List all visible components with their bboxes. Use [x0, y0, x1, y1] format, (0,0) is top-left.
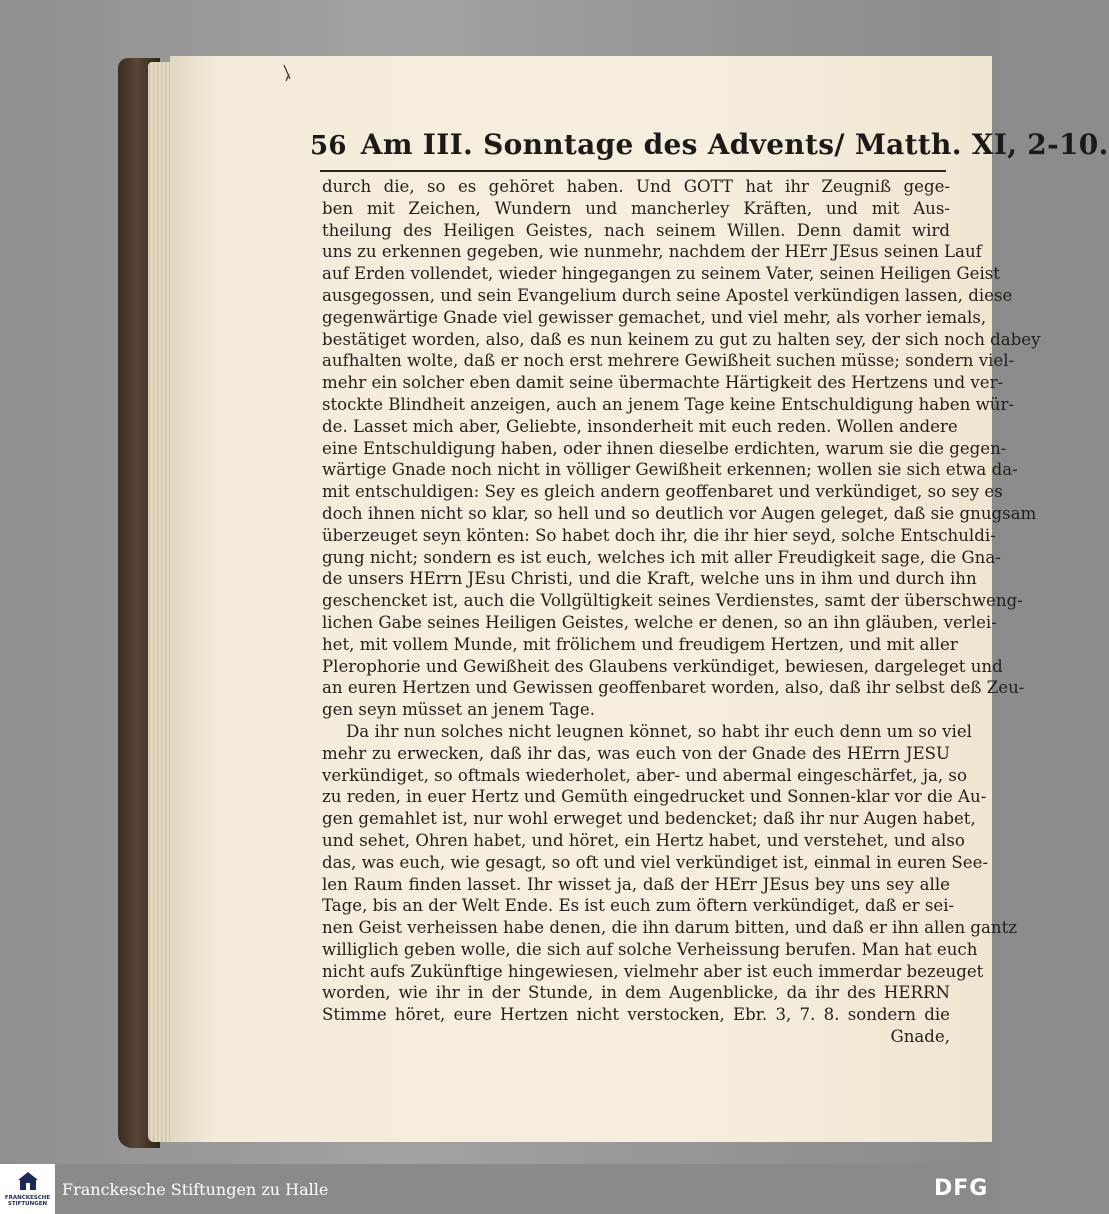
- text-line-content: gen gemahlet ist, nur wohl erweget und bedencket; daß ihr nur Augen habet,: [322, 809, 976, 829]
- text-line: [322, 241, 982, 263]
- text-line: [322, 350, 1015, 372]
- text-line-content: doch ihnen nicht so klar, so hell und so deutlich vor Augen geleget, daß sie gnugsam: [322, 503, 1037, 523]
- text-line-content: lichen Gabe seines Heiligen Geistes, welche er denen, so an ihn gläuben, verlei-: [322, 612, 997, 632]
- text-line: [322, 547, 1001, 569]
- text-line-content: de. Lasset mich aber, Geliebte, insonderheit mit euch reden. Wollen andere: [322, 416, 958, 436]
- text-line-content: zu reden, in euer Hertz und Gemüth eingedrucket und Sonnen-klar vor die Au-: [322, 787, 987, 807]
- text-line: [322, 1026, 950, 1048]
- text-line: [322, 285, 1013, 307]
- building-icon: [17, 1170, 39, 1192]
- text-line: [322, 743, 950, 765]
- text-line-content: auf Erden vollendet, wieder hingegangen zu seinem Vater, seinen Heiligen Geist: [322, 264, 1000, 284]
- text-line: [322, 394, 1015, 416]
- text-line: [322, 198, 950, 220]
- text-line: [322, 416, 958, 438]
- text-line-content: mehr ein solcher eben damit seine übermachte Härtigkeit des Hertzens und ver-: [322, 373, 1004, 393]
- page-number: 56: [310, 131, 347, 161]
- text-line-content: durch die, so es gehöret haben. Und GOTT hat ihr Zeugniß gege-: [322, 177, 950, 196]
- text-line-content: theilung des Heiligen Geistes, nach seinem Willen. Denn damit wird: [322, 220, 950, 240]
- text-line-content: mit entschuldigen: Sey es gleich andern geoffenbaret und verkündiget, so sey es: [322, 482, 1003, 502]
- body-text: [322, 176, 1041, 1047]
- text-line: [322, 176, 950, 198]
- text-line-content: het, mit vollem Munde, mit frölichem und freudigem Hertzen, und mit aller: [322, 634, 958, 654]
- text-line-content: nen Geist verheissen habe denen, die ihn darum bitten, und daß er ihn allen gantz: [322, 918, 1018, 938]
- text-line-content: len Raum finden lasset. Ihr wisset ja, daß der HErr JEsus bey uns sey alle: [322, 874, 950, 894]
- text-line: [322, 721, 972, 743]
- text-line: [322, 220, 950, 242]
- text-line: [322, 525, 996, 547]
- margin-mark: [282, 64, 292, 82]
- text-line-content: wärtige Gnade noch nicht in völliger Gewißheit erkennen; wollen sie sich etwa da-: [322, 460, 1018, 480]
- text-line: [322, 874, 950, 896]
- text-line: [322, 917, 1018, 939]
- text-line: [322, 634, 958, 656]
- text-line-content: nicht aufs Zukünftige hingewiesen, vielmehr aber ist euch immerdar bezeuget: [322, 961, 984, 981]
- text-line-content: überzeuget seyn könten: So habet doch ihr, die ihr hier seyd, solche Entschuldi-: [322, 525, 996, 545]
- institution-logo[interactable]: [0, 1164, 55, 1214]
- text-line: [322, 307, 987, 329]
- text-line-content: an euren Hertzen und Gewissen geoffenbaret worden, also, daß ihr selbst deß Zeu-: [322, 678, 1025, 698]
- text-line: [322, 438, 1007, 460]
- text-line: [322, 852, 989, 874]
- text-line-content: Tage, bis an der Welt Ende. Es ist euch zum öftern verkündiget, daß er sei-: [322, 896, 955, 916]
- text-line: [322, 590, 1023, 612]
- text-line: [322, 481, 1003, 503]
- text-line-content: bestätiget worden, also, daß es nun keinem zu gut zu halten sey, der sich noch dabey: [322, 329, 1041, 349]
- text-line: [322, 329, 1041, 351]
- text-line: [322, 982, 950, 1004]
- text-line: [322, 939, 978, 961]
- text-line-content: gung nicht; sondern es ist euch, welches ich mit aller Freudigkeit sage, die Gna-: [322, 547, 1001, 567]
- text-line-content: geschencket ist, auch die Vollgültigkeit seines Verdienstes, samt der überschweng-: [322, 591, 1023, 611]
- text-line-content: ausgegossen, und sein Evangelium durch seine Apostel verkündigen lassen, diese: [322, 285, 1013, 305]
- text-line-content: worden, wie ihr in der Stunde, in dem Augenblicke, da ihr des HERRN: [322, 983, 950, 1003]
- text-line-content: gen seyn müsset an jenem Tage.: [322, 700, 596, 720]
- text-line: [322, 263, 1000, 285]
- text-line: [322, 372, 1004, 394]
- running-head: [310, 128, 1109, 168]
- text-line: [322, 656, 1003, 678]
- text-line: [322, 1004, 950, 1026]
- text-line: [322, 503, 1037, 525]
- text-line-content: williglich geben wolle, die sich auf solche Verheissung berufen. Man hat euch: [322, 939, 978, 959]
- text-line: [322, 765, 967, 787]
- header-rule: [320, 170, 946, 172]
- text-line-content: stockte Blindheit anzeigen, auch an jenem Tage keine Entschuldigung haben wür-: [322, 394, 1015, 414]
- text-line: [322, 677, 1025, 699]
- text-line-content: ben mit Zeichen, Wundern und mancherley Kräften, und mit Aus-: [322, 198, 950, 218]
- text-line-content: uns zu erkennen gegeben, wie nunmehr, nachdem der HErr JEsus seinen Lauf: [322, 242, 982, 262]
- text-line-content: de unsers HErrn JEsu Christi, und die Kraft, welche uns in ihm und durch ihn: [322, 569, 977, 589]
- text-line-content: das, was euch, wie gesagt, so oft und viel verkündiget ist, einmal in euren See-: [322, 852, 989, 872]
- text-line: [322, 568, 977, 590]
- dfg-logo[interactable]: DFG: [934, 1176, 989, 1201]
- text-line-content: Gnade,: [890, 1027, 950, 1047]
- institution-name[interactable]: Franckesche Stiftungen zu Halle: [62, 1180, 329, 1199]
- text-line: [322, 895, 955, 917]
- text-line-content: Da ihr nun solches nicht leugnen könnet, so habt ihr euch denn um so viel: [346, 721, 972, 741]
- text-line-content: Stimme höret, eure Hertzen nicht verstocken, Ebr. 3, 7. 8. sondern die: [322, 1005, 950, 1025]
- text-line-content: eine Entschuldigung haben, oder ihnen dieselbe erdichten, warum sie die gegen-: [322, 438, 1007, 458]
- text-line: [322, 699, 950, 721]
- text-line: [322, 830, 965, 852]
- text-line-content: und sehet, Ohren habet, und höret, ein Hertz habet, und verstehet, und also: [322, 830, 965, 850]
- running-head-title: Am III. Sonntage des Advents/ Matth. XI, 2-10.: [360, 128, 1109, 161]
- logo-text: FRANCKESCHE STIFTUNGEN: [4, 1195, 51, 1207]
- text-line-content: verkündiget, so oftmals wiederholet, aber- und abermal eingeschärfet, ja, so: [322, 765, 967, 785]
- text-line: [322, 786, 987, 808]
- text-line: [322, 612, 997, 634]
- text-line-content: mehr zu erwecken, daß ihr das, was euch von der Gnade des HErrn JESU: [322, 743, 950, 763]
- text-line: [322, 808, 976, 830]
- text-line-content: Plerophorie und Gewißheit des Glaubens verkündiget, bewiesen, dargeleget und: [322, 656, 1003, 676]
- text-line: [322, 961, 984, 983]
- text-line: [322, 459, 1018, 481]
- text-line-content: aufhalten wolte, daß er noch erst mehrere Gewißheit suchen müsse; sondern viel-: [322, 351, 1015, 371]
- text-line-content: gegenwärtige Gnade viel gewisser gemachet, und viel mehr, als vorher iemals,: [322, 307, 987, 327]
